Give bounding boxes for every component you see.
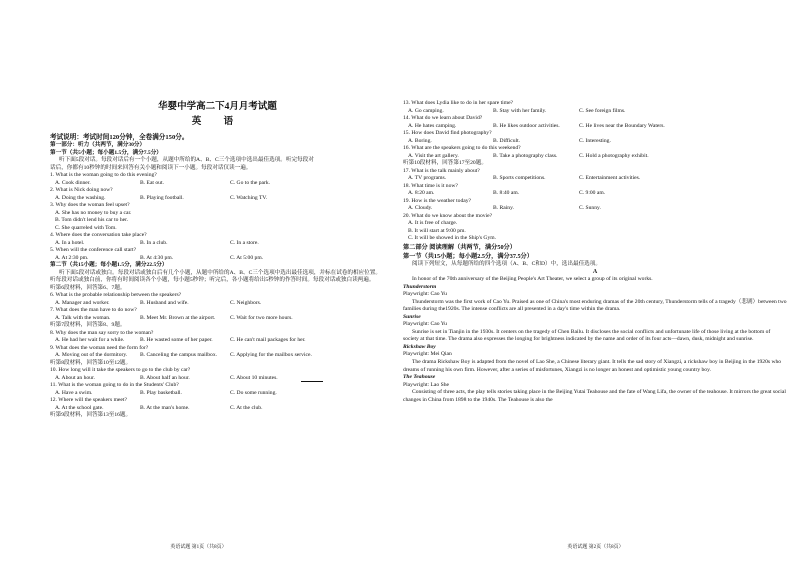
option: C. She quarreled with Tom.	[55, 224, 117, 231]
option: B. At the man's home.	[140, 404, 190, 411]
page-footer: 英语试题 第2页（共8页）	[567, 545, 624, 550]
option: C. About 10 minutes.	[230, 374, 278, 381]
question-5-options	[50, 255, 385, 263]
question-6: 6. What is the probable relationship between the speakers?	[50, 292, 182, 299]
option: C. Neighbors.	[230, 299, 262, 306]
option: C. Watching TV.	[230, 194, 268, 201]
passage-intro: In honor of the 70th anniversary of the Beijing People's Art Theater, we select a group of its original works.	[412, 276, 653, 282]
option: C. He lives near the Boundary Waters.	[579, 122, 665, 129]
option: C. It will be showed in the Ship's Gym.	[408, 235, 497, 241]
question-10: 10. How long will it take the speakers to go to the club by car?	[50, 367, 191, 374]
question-11: 11. What is the woman going to do in the Students' Club?	[50, 382, 179, 389]
question-3: 3. Why does the woman feel upset?	[50, 202, 130, 208]
question-7: 7. What does the man have to do now?	[50, 307, 137, 314]
option: C. At 5:00 pm.	[230, 254, 264, 261]
passage-label: A	[592, 269, 598, 275]
section1-instruction-1: 听下面5段对话。每段对话后有一个小题，从题中所给的A、B、C三个选项中选出最佳选项。听完每段对	[59, 157, 314, 163]
play-title: Thunderstorm	[403, 283, 437, 290]
part1-heading: 第一部分：听力（共两节，满分30分）	[50, 142, 146, 148]
question-19: 19. How is the weather today?	[403, 197, 472, 204]
option: B. He wasted some of her paper.	[140, 337, 213, 344]
blank-line	[301, 375, 323, 383]
option: C. At the club.	[230, 404, 263, 411]
exam-title: 华婴中学高二下4月月考试题	[158, 102, 277, 112]
option: C. Wait for two more hours.	[230, 314, 293, 321]
option: A. Manager and worker.	[55, 299, 110, 306]
question-9-options	[50, 352, 385, 360]
option: C. See foreign films.	[579, 107, 626, 114]
option: A. At the school gate.	[55, 404, 104, 411]
question-6-options	[50, 300, 385, 308]
option: C. In a store.	[230, 239, 259, 246]
question-14: 14. What do we learn about David?	[403, 115, 483, 121]
listening-7-heading: 听第7段材料，回答第8、9题。	[50, 322, 126, 329]
question-14-options	[403, 123, 787, 131]
option: A. In a hotel.	[55, 239, 85, 246]
option: C. Go to the park.	[230, 179, 271, 186]
option: A. TV programs.	[408, 175, 447, 181]
option: A. 8:20 am.	[408, 190, 435, 196]
section2-instruction: 听下面5段对话或独白。每段对话或独白后有几个小题，从题中所给的A、B、C三个选项中选出最佳选项，并标在试卷的相应位置。听每段对话或独白前，你将有时间阅读各个小题，每小题5秒钟；听完后，各小题将给出5秒钟的作答时间。每段对话或独白读两遍。	[50, 269, 381, 284]
option: A. At 2:30 pm.	[55, 254, 89, 261]
option: B. Canceling the campus mailbox.	[140, 352, 218, 359]
question-2-options	[50, 195, 385, 203]
question-18-options	[403, 190, 787, 198]
question-17: 17. What is the talk mainly about?	[403, 167, 480, 174]
playwright: Playwright: Lao She	[403, 381, 449, 388]
exam-note: 考试说明：考试时间120分钟，全卷满分150分。	[50, 134, 189, 141]
option: A. Doing the washing.	[55, 194, 106, 201]
play-description: Thunderstorm was the first work of Cao Yu. Praised as one of China's most enduring dramas of the 20th century, Thunderstorm tells of a tragedy（悲剧）between two families during the1920s. The intense conflicts are all presented in a day's time within the drama.	[403, 298, 787, 313]
question-15: 15. How does David find photography?	[403, 130, 492, 136]
option: B. Play basketball.	[140, 389, 182, 396]
play-title: Sunrise	[403, 313, 421, 320]
option: B. Husband and wife.	[140, 299, 189, 306]
option: B. Rainy.	[493, 205, 514, 211]
option: C. Entertainment activities.	[579, 175, 641, 181]
question-1: 1. What is the woman going to do this evening?	[50, 172, 157, 178]
option: B. Difficult.	[493, 137, 521, 144]
option: A. Cook dinner.	[55, 179, 91, 186]
play-description: The drama Rickshaw Boy is adapted from the novel of Lao She, a Chinese literary giant. It tells the sad story of Xiangzi, a rickshaw boy in Beijing in the 1920s who dreams of running his own firm. However, after a series of misfortunes, Xiangzi is no longer an honest and optimistic young country boy.	[403, 358, 782, 373]
question-9: 9. What does the woman need the form for?	[50, 344, 149, 351]
question-5: 5. When will the conference call start?	[50, 247, 137, 253]
listening-8-heading: 听第8段材料，回答第10至12题。	[50, 359, 132, 366]
play-description: Consisting of three acts, the play tells stories taking place in the Beijing Yutai Teahouse and the fate of Wang Lifa, the owner of the teahouse. It mirrors the great social changes in China from 1898 to the 1940s. The Teahouse is also the	[403, 389, 786, 403]
question-11-options	[50, 390, 385, 398]
play-title: The Teahouse	[403, 374, 436, 381]
option: A. Have a swim.	[55, 389, 93, 396]
question-12: 12. Where will the speakers meet?	[50, 397, 127, 404]
option: B. Take a photography class.	[493, 152, 558, 159]
option: A. Visit the art gallery.	[408, 152, 459, 159]
option: A. Cloudy.	[408, 205, 433, 211]
question-20: 20. What do we know about the movie?	[403, 212, 493, 219]
option: B. 8:40 am.	[493, 190, 520, 196]
question-4-options	[50, 240, 385, 248]
left-column	[50, 100, 385, 420]
question-13: 13. What does Lydia like to do in her spare time?	[403, 100, 514, 106]
page-footer: 英语试题 第1页（共8页）	[170, 545, 227, 550]
option: C. Sunny.	[579, 205, 601, 211]
question-15-options	[403, 138, 787, 146]
option: C. Interesting.	[579, 137, 611, 144]
section1-instruction-2: 话后，你都有10秒钟的时间来回答有关小题和阅读下一小题。每段对话仅读一遍。	[50, 164, 252, 171]
option: C. Applying for the mailbox service.	[230, 352, 312, 359]
question-16-options	[403, 153, 787, 161]
option: B. He likes outdoor activities.	[493, 122, 560, 129]
play-title: Rickshaw Boy	[403, 343, 436, 350]
question-8: 8. Why does the man say sorry to the woman?	[50, 329, 154, 336]
playwright: Playwright: Cao Yu	[403, 321, 447, 328]
listening-9-heading: 听第9段材料，回答第13至16题。	[50, 412, 132, 419]
option: B. Stay with her family.	[493, 107, 547, 114]
option: A. It is free of charge.	[408, 220, 458, 226]
listening-6-heading: 听第6段材料，回答第6、7题。	[50, 284, 126, 291]
option: C. 9:00 am.	[579, 190, 606, 196]
playwright: Playwright: Cao Yu	[403, 291, 447, 298]
option: B. Tom didn't lend his car to her.	[55, 217, 129, 223]
option: A. She has no money to buy a car.	[55, 209, 132, 216]
option: B. Playing football.	[140, 194, 184, 201]
option: B. At 4:30 pm.	[140, 254, 174, 261]
question-8-options	[50, 337, 385, 345]
question-4: 4. Where does the conversation take place?	[50, 232, 147, 238]
option: B. It will start at 9:00 pm.	[408, 227, 466, 234]
question-18: 18. What time is it now?	[403, 182, 458, 189]
option: A. He hates camping.	[408, 122, 457, 129]
option: B. Meet Mr. Brown at the airport.	[140, 314, 216, 321]
option: A. Moving out of the dormitory.	[55, 352, 128, 359]
option: A. About an hour.	[55, 374, 95, 381]
option: A. He had her wait for a while.	[55, 337, 125, 344]
right-column	[403, 100, 787, 404]
section2-heading: 第二节（共15小题；每小题1.5分，满分22.5分）	[50, 262, 168, 268]
option: A. Boring.	[408, 137, 432, 144]
reading-section1-heading: 第一节（共15小题；每小题2.5分，满分37.5分）	[403, 252, 533, 260]
question-13-options	[403, 108, 787, 116]
option: C. Do some running.	[230, 389, 277, 396]
question-16: 16. What are the speakers going to do this weekend?	[403, 145, 521, 151]
playwright: Playwright: Mei Qian	[403, 351, 452, 358]
exam-subject: 英 语	[191, 117, 244, 127]
part2-heading: 第二部分 阅读理解（共两节，满分50分）	[403, 243, 516, 251]
option: C. Hold a photography exhibit.	[579, 152, 649, 159]
option: B. Sports competitions.	[493, 175, 546, 181]
right-page	[397, 0, 794, 562]
option: B. About half an hour.	[140, 374, 190, 381]
section1-heading: 第一节（共5小题；每小题1.5分，满分7.5分）	[50, 149, 162, 156]
option: A. Go camping.	[408, 107, 444, 114]
option: B. In a club.	[140, 239, 168, 246]
play-description: Sunrise is set in Tianjin in the 1930s. It centers on the tragedy of Chen Bailu. It discloses the social conflicts and unfortunate life of those living at the bottom of society at that time. The drama also expresses the longing for brightness indicated by the name and order of its four acts—dawn, dusk, midnight and sunrise.	[403, 328, 771, 343]
option: A. Talk with the woman.	[55, 314, 111, 321]
question-1-options	[50, 180, 385, 188]
reading-instruction: 阅读下列短文，从每题所给的四个选项（A、B、C和D）中，选出最佳选项。	[412, 260, 601, 267]
option: B. Eat out.	[140, 179, 164, 186]
question-10-options	[50, 375, 385, 383]
option: C. He can't mail packages for her.	[230, 337, 306, 344]
listening-10-heading: 听第10段材料，回答第17至20题。	[403, 160, 487, 166]
question-17-options	[403, 175, 787, 183]
question-2: 2. What is Nick doing now?	[50, 187, 113, 193]
question-19-options	[403, 205, 787, 213]
